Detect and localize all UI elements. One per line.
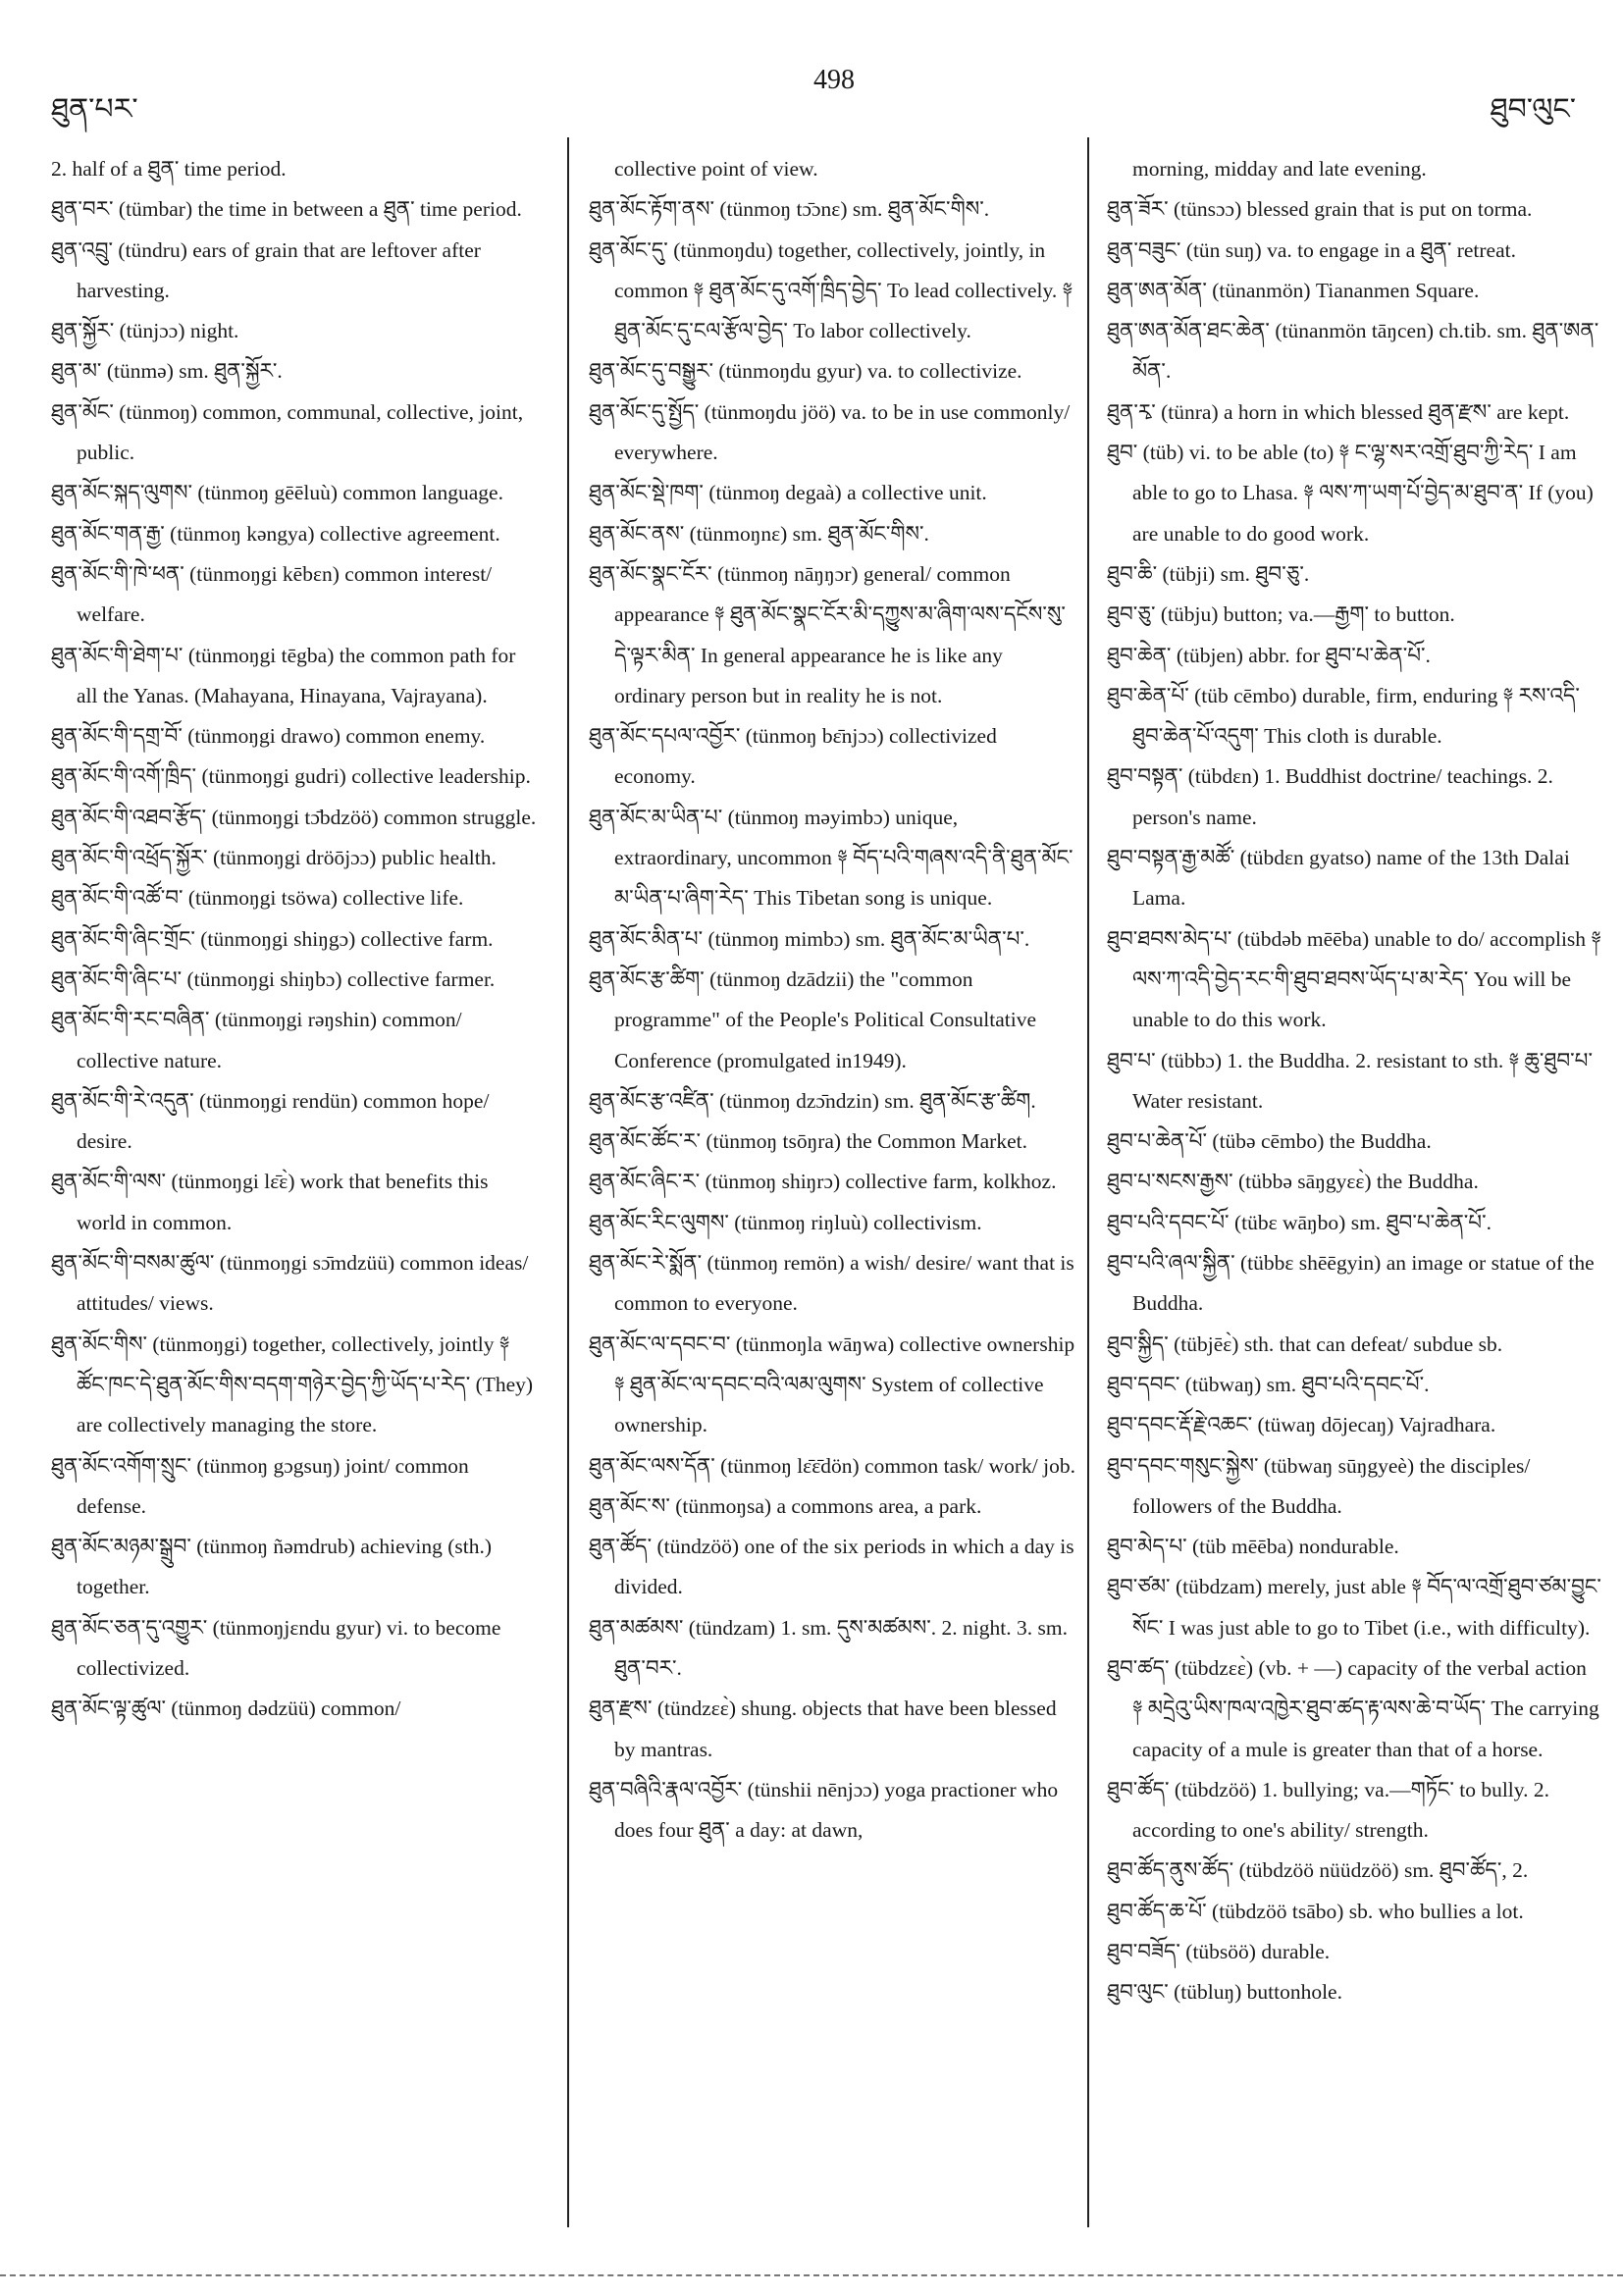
dictionary-entry: morning, midday and late evening. [1132,157,1427,181]
dictionary-entry: ཐུན་མོང་ཅན་དུ་འགྱུར་ (tünmoŋjɛndu gyur) vi. to become collectivized. [51,1615,501,1680]
dictionary-entry: ཐུན་མོང་མིན་པ་ (tünmoŋ mimbɔ) sm. ཐུན་མོང་མ་ཡིན་པ་. [589,926,1030,951]
dictionary-entry: ཐུན་མོང་དུ་སྤྱོད་ (tünmoŋdu jöö) va. to be in use commonly/ everywhere. [589,399,1071,465]
column-middle [589,149,1079,1851]
dictionary-entry: ཐུབ་ (tüb) vi. to be able (to) ༈ ང་ལྷ་སར་འགྲོ་ཐུབ་ཀྱི་རེད་ I am able to go to Lhasa. ༈ ལས་ཀ་ཡག་པོ་བྱེད་མ་ཐུབ་ན་ If (you) are unable to do good work. [1107,441,1594,546]
dictionary-entry: ཐུན་མོང་སྐད་ལུགས་ (tünmoŋ gēēluù) common language. [51,481,503,505]
dictionary-entry: ཐུབ་ཆེན་པོ་ (tüb cēmbo) durable, firm, enduring ༈ རས་འདི་ཐུབ་ཆེན་པོ་འདུག་ This cloth is durable. [1107,683,1580,749]
dictionary-entry: ཐུན་མོང་གི་ལས་ (tünmoŋgi lɛ̄ɛ̀) work that benefits this world in common. [51,1170,489,1234]
dictionary-entry: ཐུན་མོང་ཞིང་ར་ (tünmoŋ shiŋrɔ) collective farm, kolkhoz. [589,1170,1057,1194]
dictionary-entry: ཐུན་མོང་ལ་དབང་བ་ (tünmoŋla wāŋwa) collective ownership ༈ ཐུན་མོང་ལ་དབང་བའི་ལམ་ལུགས་ System of collective ownership. [589,1331,1075,1437]
dictionary-entry: ཐུན་མོང་རིང་ལུགས་ (tünmoŋ riŋluù) collectivism. [589,1210,982,1234]
dictionary-entry: ཐུན་མོང་གི་འཐབ་རྩོད་ (tünmoŋgi tɔ̄bdzöö) common struggle. [51,805,537,829]
dictionary-entry: ཐུན་མོང་གིས་ (tünmoŋgi) together, collectively, jointly ༈ ཚོང་ཁང་དེ་ཐུན་མོང་གིས་བདག་གཉེར་བྱེད་ཀྱི་ཡོད་པ་རེད་ (They) are collectively managing the store. [51,1331,534,1437]
dictionary-entry: ཐུན་མོང་གི་རེ་འདུན་ (tünmoŋgi rendün) common hope/ desire. [51,1088,490,1154]
dictionary-entry: ཐུན་མོང་མ་ཡིན་པ་ (tünmoŋ məyimbɔ) unique, extraordinary, uncommon ༈ བོད་པའི་གཞས་འདི་ནི་ཐུན་མོང་མ་ཡིན་པ་ཞིག་རེད་ This Tibetan song is unique. [589,805,1073,911]
dictionary-entry: ཐུན་མོང་ས་ (tünmoŋsa) a commons area, a park. [589,1493,982,1518]
dictionary-entry: ཐུན་མོང་འགོག་སྲུང་ (tünmoŋ gɔgsuŋ) joint/ common defense. [51,1453,469,1518]
dictionary-entry: ཐུབ་དབང་གསུང་སྐྱེས་ (tübwaŋ sūŋgyeè) the disciples/ followers of the Buddha. [1107,1453,1531,1518]
dictionary-entry: ཐུན་མོང་གི་འཚོ་བ་ (tünmoŋgi tsöwa) collective life. [51,886,464,911]
dictionary-entry: ཐུབ་ཙམ་ (tübdzam) merely, just able ༈ བོད་ལ་འགྲོ་ཐུབ་ཙམ་བྱུང་སོང་ I was just able to go to Tibet (i.e., with difficulty). [1107,1575,1601,1640]
guide-word-left: ཐུན་པར་ [51,92,138,127]
dictionary-entry: ཐུབ་ཐབས་མེད་པ་ (tübdəb mēēba) unable to do/ accomplish ༈ ལས་ཀ་འདི་བྱེད་རང་གི་ཐུབ་ཐབས་ཡོད་པ་མ་རེད་ You will be unable to do this work. [1107,926,1601,1032]
dictionary-entry: ཐུན་མོང་གི་རང་བཞིན་ (tünmoŋgi rəŋshin) common/ collective nature. [51,1008,462,1072]
dictionary-entry: ཐུན་མོང་གི་ཁེ་ཕན་ (tünmoŋgi kēbɛn) common interest/ welfare. [51,561,493,627]
dictionary-entry: ཐུབ་ཚོད་ནུས་ཚོད་ (tübdzöö nüüdzöö) sm. ཐུབ་ཚོད་, 2. [1107,1858,1529,1883]
dictionary-entry: ཐུན་བཟུང་ (tün suŋ) va. to engage in a ཐུན་ retreat. [1107,237,1516,262]
dictionary-entry: ཐུན་འབྲུ་ (tündru) ears of grain that are leftover after harvesting. [51,237,481,302]
dictionary-entry: ཐུན་བར་ (tümbar) the time in between a ཐུན་ time period. [51,197,522,222]
dictionary-entry: ཐུན་མོང་གི་འཕྲོད་སྐྱོར་ (tünmoŋgi dröōjɔɔ) public health. [51,846,497,870]
dictionary-entry: ཐུབ་ཅུ་ (tübju) button; va.—རྒྱག་ to button. [1107,602,1455,627]
dictionary-entry: ཐུབ་ཚོད་ (tübdzöö) 1. bullying; va.—གཏོང་ to bully. 2. according to one's ability/ strength. [1107,1777,1549,1843]
dictionary-entry: ཐུན་མོང་དུ་ (tünmoŋdu) together, collectively, jointly, in common ༈ ཐུན་མོང་དུ་འགོ་ཁྲིད་བྱེད་ To lead collectively. ༈ ཐུན་མོང་དུ་ངལ་རྩོལ་བྱེད་ To labor collectively. [589,237,1073,343]
column-divider [1087,137,1089,2227]
guide-word-right: ཐུབ་ལུང་ [1490,92,1576,127]
column-left [51,149,542,1730]
dictionary-entry: ཐུན་མོང་དུ་བསྒྱུར་ (tünmoŋdu gyur) va. to collectivize. [589,359,1022,384]
dictionary-entry: ཐུབ་ཚད་ (tübdzɛɛ̀) (vb. + —) capacity of the verbal action ༈ མདྲེའུ་ཡིས་ཁལ་འཁྱེར་ཐུབ་ཚད་རྟ་ལས་ཆེ་བ་ཡོད་ The carrying capacity of a mule is greater than that of a horse. [1107,1655,1599,1761]
dictionary-entry: ཐུན་མོང་རྩ་འཛིན་ (tünmoŋ dzɔ̄ndzin) sm. ཐུན་མོང་རྩ་ཚིག. [589,1088,1036,1113]
dictionary-entry: ཐུན་མོང་མཉམ་སྒྲུབ་ (tünmoŋ ñəmdrub) achieving (sth.) together. [51,1535,493,1599]
dictionary-entry: ཐུན་མོང་གི་བསམ་ཚུལ་ (tünmoŋgi sɔ̄mdzüü) common ideas/ attitudes/ views. [51,1251,529,1316]
dictionary-entry: ཐུན་རྫས་ (tündzɛɛ̀) shung. objects that have been blessed by mantras. [589,1696,1057,1761]
dictionary-entry: ཐུན་སྐྱོར་ (tünjɔɔ) night. [51,319,239,343]
dictionary-entry: ཐུན་མོང་ལྟ་ཚུལ་ (tünmoŋ dədzüü) common/ [51,1696,401,1721]
dictionary-entry: ཐུབ་དབང་རྡོ་རྗེ་འཆང་ (tüwaŋ dōjecaŋ) Vajradhara. [1107,1413,1496,1437]
dictionary-entry: ཐུབ་ལུང་ (tübluŋ) buttonhole. [1107,1980,1342,2005]
dictionary-entry: ཐུན་ཨན་མོན་ཐང་ཆེན་ (tünanmön tāŋcen) ch.tib. sm. ཐུན་ཨན་མོན་. [1107,319,1599,384]
dictionary-entry: ཐུན་མ་ (tünmə) sm. ཐུན་སྐྱོར་. [51,359,283,384]
dictionary-entry: ཐུན་རྭ་ (tünra) a horn in which blessed ཐུན་རྫས་ are kept. [1107,399,1570,424]
dictionary-entry: ཐུན་མོང་ལས་དོན་ (tünmoŋ lɛ̄ɛ̄dön) common task/ work/ job. [589,1453,1076,1478]
page-header [0,0,1623,147]
dictionary-entry: ཐུབ་མེད་པ་ (tüb mēēba) nondurable. [1107,1535,1399,1559]
dictionary-entry: 2. half of a ཐུན་ time period. [51,157,287,181]
dictionary-entry: ཐུན་མོང་དཔལ་འབྱོར་ (tünmoŋ bɛ̄njɔɔ) collectivized economy. [589,724,997,789]
dictionary-entry: ཐུན་བཞིའི་རྣལ་འབྱོར་ (tünshii nēnjɔɔ) yoga practioner who does four ཐུན་ a day: at dawn, [589,1777,1059,1843]
page-number: 498 [813,65,855,95]
dictionary-entry: ཐུབ་པའི་དབང་པོ་ (tübɛ wāŋbo) sm. ཐུབ་པ་ཆེན་པོ་. [1107,1210,1492,1234]
dictionary-entry: collective point of view. [614,157,818,181]
dictionary-entry: ཐུན་མོང་ནས་ (tünmoŋnɛ) sm. ཐུན་མོང་གིས་. [589,521,929,546]
dictionary-entry: ཐུན་མོང་གན་རྒྱ་ (tünmoŋ kəngya) collective agreement. [51,521,500,546]
dictionary-entry: ཐུན་མོང་སྡེ་ཁག་ (tünmoŋ degaà) a collective unit. [589,481,987,505]
dictionary-entry: ཐུན་མོང་གི་ཞིང་གྲོང་ (tünmoŋgi shiŋgɔ) collective farm. [51,926,494,951]
dictionary-entry: ཐུན་མོང་གི་ཐེག་པ་ (tünmoŋgi tēgba) the common path for all the Yanas. (Mahayana, Hinayana, Vajrayana). [51,643,516,707]
dictionary-entry: ཐུན་མོང་གི་དགྲ་བོ་ (tünmoŋgi drawo) common enemy. [51,724,486,749]
dictionary-entry: ཐུན་མོང་རེ་སྨོན་ (tünmoŋ remön) a wish/ desire/ want that is common to everyone. [589,1251,1074,1316]
dictionary-entry: ཐུན་ཚོད་ (tündzöö) one of the six periods in which a day is divided. [589,1535,1074,1599]
dictionary-entry: ཐུབ་ཚོད་ཆ་པོ་ (tübdzöö tsābo) sb. who bullies a lot. [1107,1899,1524,1923]
dictionary-entry: ཐུབ་ཆེན་ (tübjen) abbr. for ཐུབ་པ་ཆེན་པོ་. [1107,643,1431,667]
dictionary-entry: ཐུབ་པ་ (tübbɔ) 1. the Buddha. 2. resistant to sth. ༈ ཆུ་ཐུབ་པ་ Water resistant. [1107,1048,1593,1113]
dictionary-entry: ཐུབ་དབང་ (tübwaŋ) sm. ཐུབ་པའི་དབང་པོ་. [1107,1372,1430,1396]
dictionary-entry: ཐུན་ཨན་མོན་ (tünanmön) Tiananmen Square. [1107,278,1480,302]
dictionary-entry: ཐུན་མོང་ཚོང་ར་ (tünmoŋ tsōŋra) the Common Market. [589,1129,1027,1154]
dictionary-entry: ཐུན་མོང་སྣང་ངོར་ (tünmoŋ nāŋŋɔr) general/ common appearance ༈ ཐུན་མོང་སྣང་ངོར་མི་དཀྱུས་མ་ཞིག་ལས་དངོས་སུ་དེ་ལྟར་མིན་ In general appearance he is like any ordinary person but in reality he is not. [589,561,1066,707]
dictionary-entry: ཐུན་ཟོར་ (tünsɔɔ) blessed grain that is put on torma. [1107,197,1533,222]
dictionary-entry: ཐུབ་བཟོད་ (tübsöö) durable. [1107,1940,1331,1964]
column-divider [567,137,569,2227]
dictionary-entry: ཐུན་མོང་ (tünmoŋ) common, communal, collective, joint, public. [51,399,524,465]
dictionary-entry: ཐུབ་པ་སངས་རྒྱས་ (tübbə sāŋgyɛɛ̀) the Buddha. [1107,1170,1479,1194]
dictionary-entry: ཐུབ་པའི་ཞལ་སྐྱིན་ (tübbɛ shēēgyin) an image or statue of the Buddha. [1107,1251,1595,1316]
dictionary-entry: ཐུན་མོང་རྟོག་ནས་ (tünmoŋ tɔ̄ɔnɛ) sm. ཐུན་མོང་གིས་. [589,197,990,222]
bottom-scan-edge [0,2274,1623,2276]
dictionary-entry: ཐུན་མོང་གི་ཞིང་པ་ (tünmoŋgi shiŋbɔ) collective farmer. [51,966,496,991]
dictionary-entry: ཐུབ་བསྟན་ (tübdɛn) 1. Buddhist doctrine/ teachings. 2. person's name. [1107,764,1553,829]
dictionary-entry: ཐུན་མཚམས་ (tündzam) 1. sm. དུས་མཚམས་. 2. night. 3. sm. ཐུན་བར་. [589,1615,1068,1680]
dictionary-entry: ཐུན་མོང་གི་འགོ་ཁྲིད་ (tünmoŋgi gudri) collective leadership. [51,764,531,789]
dictionary-entry: ཐུབ་ཆི་ (tübji) sm. ཐུབ་ཅུ་. [1107,561,1310,586]
dictionary-entry: ཐུབ་པ་ཆེན་པོ་ (tübə cēmbo) the Buddha. [1107,1129,1432,1154]
column-right [1107,149,1601,2013]
dictionary-entry: ཐུན་མོང་རྩ་ཚིག་ (tünmoŋ dzādzii) the "common programme" of the People's Political Consultative Conference (promulgated in1949). [589,966,1037,1072]
dictionary-entry: ཐུབ་བསྟན་རྒྱ་མཚོ་ (tübdɛn gyatso) name of the 13th Dalai Lama. [1107,846,1570,911]
dictionary-entry: ཐུབ་སྐྱིད་ (tübjēɛ̀) sth. that can defeat/ subdue sb. [1107,1331,1503,1356]
